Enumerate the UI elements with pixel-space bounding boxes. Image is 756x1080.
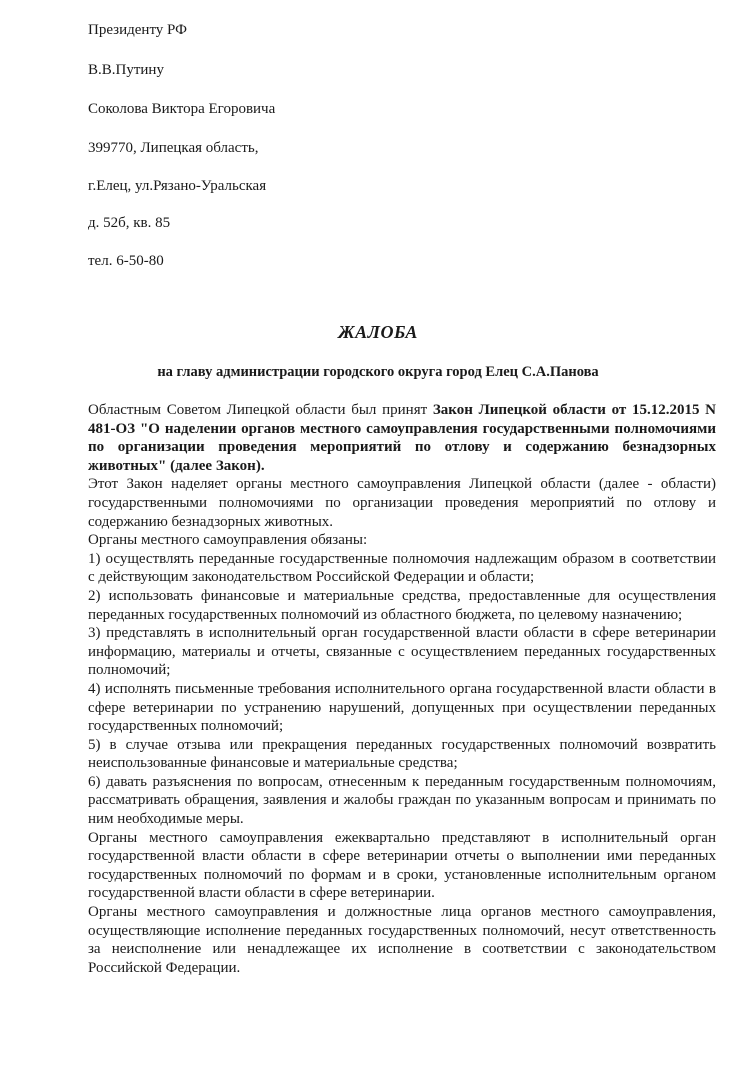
recipient-title: Президенту РФ	[88, 22, 187, 38]
law-reference: Закон Липецкой области от 15.12.2015 N 481-ОЗ "О наделении органов местного самоуправления государственными полномочиями по организации проведения мероприятий по отлову и содержанию безнадзорных животных" (далее Закон).	[88, 402, 716, 474]
document-title: ЖАЛОБА	[338, 322, 418, 342]
list-item: 3) представлять в исполнительный орган государственной власти области в сфере ветеринарии информацию, материалы и отчеты, связанные с осуществлением переданных государственных полномочий;	[88, 625, 716, 679]
paragraph-intro	[88, 401, 716, 475]
list-item: 2) использовать финансовые и материальные средства, предоставленные для осуществления переданных государственных полномочий из областного бюджета, по целевому назначению;	[88, 587, 716, 623]
document-body	[88, 401, 716, 977]
sender-address-line-3: д. 52б, кв. 85	[88, 215, 171, 231]
sender-name: Соколова Виктора Егоровича	[88, 101, 276, 117]
paragraph-obligations-heading: Органы местного самоуправления обязаны:	[88, 532, 368, 549]
sender-phone: тел. 6-50-80	[88, 253, 164, 269]
paragraph-reporting: Органы местного самоуправления ежеквартально представляют в исполнительный орган государственной власти области в сфере ветеринарии отчеты о выполнении ими переданных государственных полномочий по формам и в сроки, установленные исполнительным органом государственной власти области в сфере ветеринарии.	[88, 829, 716, 902]
intro-text: Областным Советом Липецкой области был принят	[88, 402, 433, 418]
recipient-name: В.В.Путину	[88, 62, 164, 78]
paragraph-responsibility: Органы местного самоуправления и должностные лица органов местного самоуправления, осуществляющие исполнение переданных государственных полномочий, несут ответственность за неисполнение или ненадлежащее их исполнение в соответствии с законодательством Российской Федерации.	[88, 904, 716, 976]
sender-address-line-1: 399770, Липецкая область,	[88, 140, 259, 156]
sender-address-line-2: г.Елец, ул.Рязано-Уральская	[88, 178, 267, 194]
list-item: 4) исполнять письменные требования исполнительного органа государственной власти области в сфере ветеринарии по устранению нарушений, допущенных при осуществлении переданных государственных полномочий;	[88, 680, 716, 735]
list-item: 5) в случае отзыва или прекращения переданных государственных полномочий возвратить неиспользованные финансовые и материальные средства;	[88, 736, 716, 772]
paragraph-law-summary: Этот Закон наделяет органы местного самоуправления Липецкой области (далее - области) государственными полномочиями по организации проведения мероприятий по отлову и содержанию безнадзорных животных.	[88, 476, 716, 530]
document-subtitle: на главу администрации городского округа город Елец С.А.Панова	[157, 364, 599, 380]
list-item: 1) осуществлять переданные государственные полномочия надлежащим образом в соответствии с действующим законодательством Российской Федерации и области;	[88, 550, 716, 586]
list-item: 6) давать разъяснения по вопросам, отнесенным к переданным государственным полномочиям, рассматривать обращения, заявления и жалобы граждан по указанным вопросам и принимать по ним необходимые меры.	[88, 773, 716, 828]
